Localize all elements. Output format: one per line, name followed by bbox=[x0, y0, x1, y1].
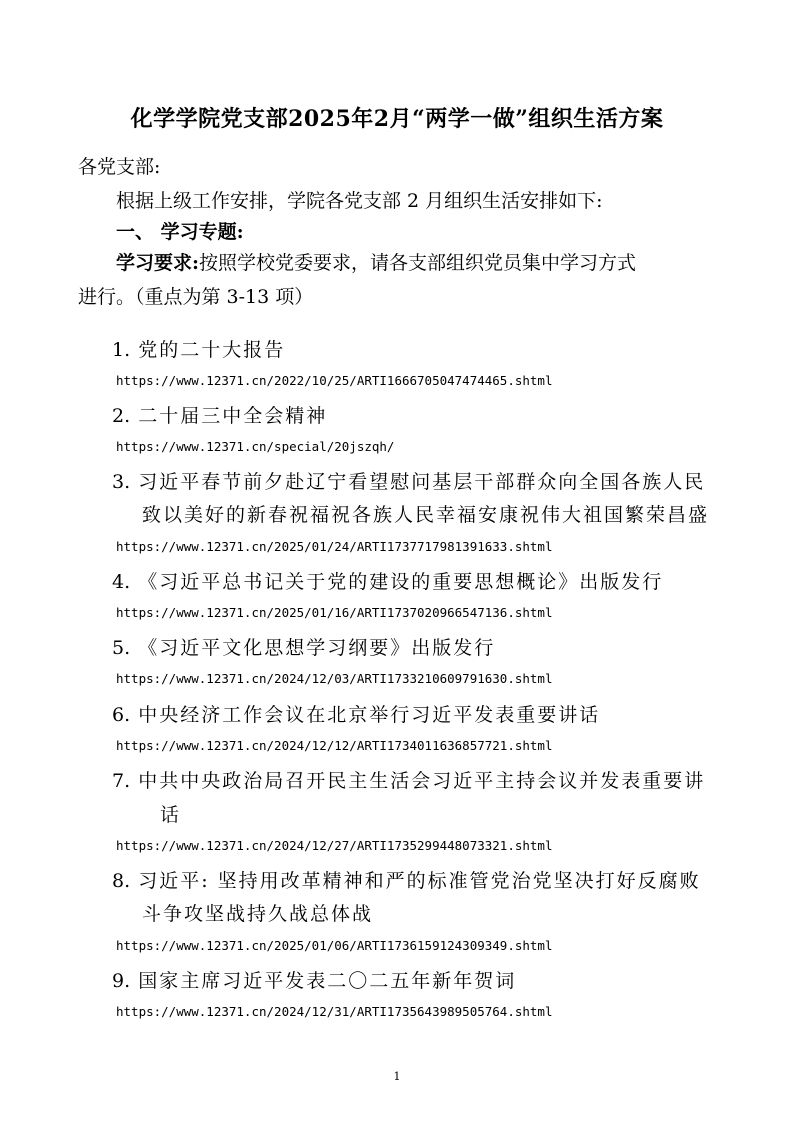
study-item-8 bbox=[112, 866, 701, 893]
study-item-8-continued: 斗争攻坚战持久战总体战 bbox=[142, 903, 374, 925]
item-number: 3. bbox=[112, 471, 131, 493]
item-number: 9. bbox=[112, 970, 131, 992]
item-1-link[interactable]: https://www.12371.cn/2022/10/25/ARTI1666705047474465.shtml bbox=[116, 373, 553, 388]
requirement-text-continued: 进行。（重点为第 3-13 项） bbox=[78, 286, 314, 308]
study-item-3-continued: 致以美好的新春祝福祝各族人民幸福安康祝伟大祖国繁荣昌盛 bbox=[142, 504, 710, 526]
study-item-1 bbox=[112, 335, 285, 362]
item-title: 国家主席习近平发表二〇二五年新年贺词 bbox=[138, 970, 517, 992]
item-title: 《习近平总书记关于党的建设的重要思想概论》出版发行 bbox=[138, 571, 664, 593]
study-item-7 bbox=[112, 766, 705, 793]
study-item-2 bbox=[112, 401, 327, 428]
study-item-5 bbox=[112, 633, 495, 660]
page-number: 1 bbox=[393, 1070, 401, 1083]
requirement-label: 学习要求: bbox=[116, 252, 200, 274]
item-title: 习近平春节前夕赴辽宁看望慰问基层干部群众向全国各族人民 bbox=[138, 471, 706, 493]
study-item-7-continued: 话 bbox=[160, 804, 182, 826]
item-title: 二十届三中全会精神 bbox=[138, 405, 328, 427]
item-4-link[interactable]: https://www.12371.cn/2025/01/16/ARTI1737020966547136.shtml bbox=[116, 605, 553, 620]
item-3-link[interactable]: https://www.12371.cn/2025/01/24/ARTI1737717981391633.shtml bbox=[116, 539, 553, 554]
document-title: 化学学院党支部2025年2月“两学一做”组织生活方案 bbox=[130, 106, 664, 132]
study-requirement bbox=[116, 248, 636, 275]
item-number: 4. bbox=[112, 571, 131, 593]
item-title: 中央经济工作会议在北京举行习近平发表重要讲话 bbox=[138, 704, 601, 726]
item-number: 1. bbox=[112, 339, 131, 361]
requirement-text: 按照学校党委要求，请各支部组织党员集中学习方式 bbox=[199, 252, 637, 274]
intro-paragraph: 根据上级工作安排，学院各党支部 2 月组织生活安排如下: bbox=[116, 190, 603, 212]
item-title: 党的二十大报告 bbox=[138, 339, 286, 361]
item-9-link[interactable]: https://www.12371.cn/2024/12/31/ARTI1735643989505764.shtml bbox=[116, 1004, 553, 1019]
item-number: 8. bbox=[112, 870, 131, 892]
item-number: 5. bbox=[112, 637, 131, 659]
item-number: 6. bbox=[112, 704, 131, 726]
item-5-link[interactable]: https://www.12371.cn/2024/12/03/ARTI1733210609791630.shtml bbox=[116, 671, 553, 686]
item-8-link[interactable]: https://www.12371.cn/2025/01/06/ARTI1736159124309349.shtml bbox=[116, 938, 553, 953]
study-item-3 bbox=[112, 467, 705, 494]
salutation: 各党支部: bbox=[78, 156, 161, 178]
item-title: 习近平: 坚持用改革精神和严的标准管党治党坚决打好反腐败 bbox=[138, 870, 701, 892]
item-6-link[interactable]: https://www.12371.cn/2024/12/12/ARTI1734011636857721.shtml bbox=[116, 738, 553, 753]
item-number: 7. bbox=[112, 770, 131, 792]
study-item-4 bbox=[112, 567, 663, 594]
study-item-9 bbox=[112, 966, 516, 993]
item-number: 2. bbox=[112, 405, 131, 427]
study-item-6 bbox=[112, 700, 600, 727]
item-2-link[interactable]: https://www.12371.cn/special/20jszqh/ bbox=[116, 439, 395, 454]
item-title: 中共中央政治局召开民主生活会习近平主持会议并发表重要讲 bbox=[138, 770, 706, 792]
section-heading-study-topics: 一、 学习专题: bbox=[116, 221, 244, 243]
item-7-link[interactable]: https://www.12371.cn/2024/12/27/ARTI1735299448073321.shtml bbox=[116, 838, 553, 853]
item-title: 《习近平文化思想学习纲要》出版发行 bbox=[138, 637, 496, 659]
